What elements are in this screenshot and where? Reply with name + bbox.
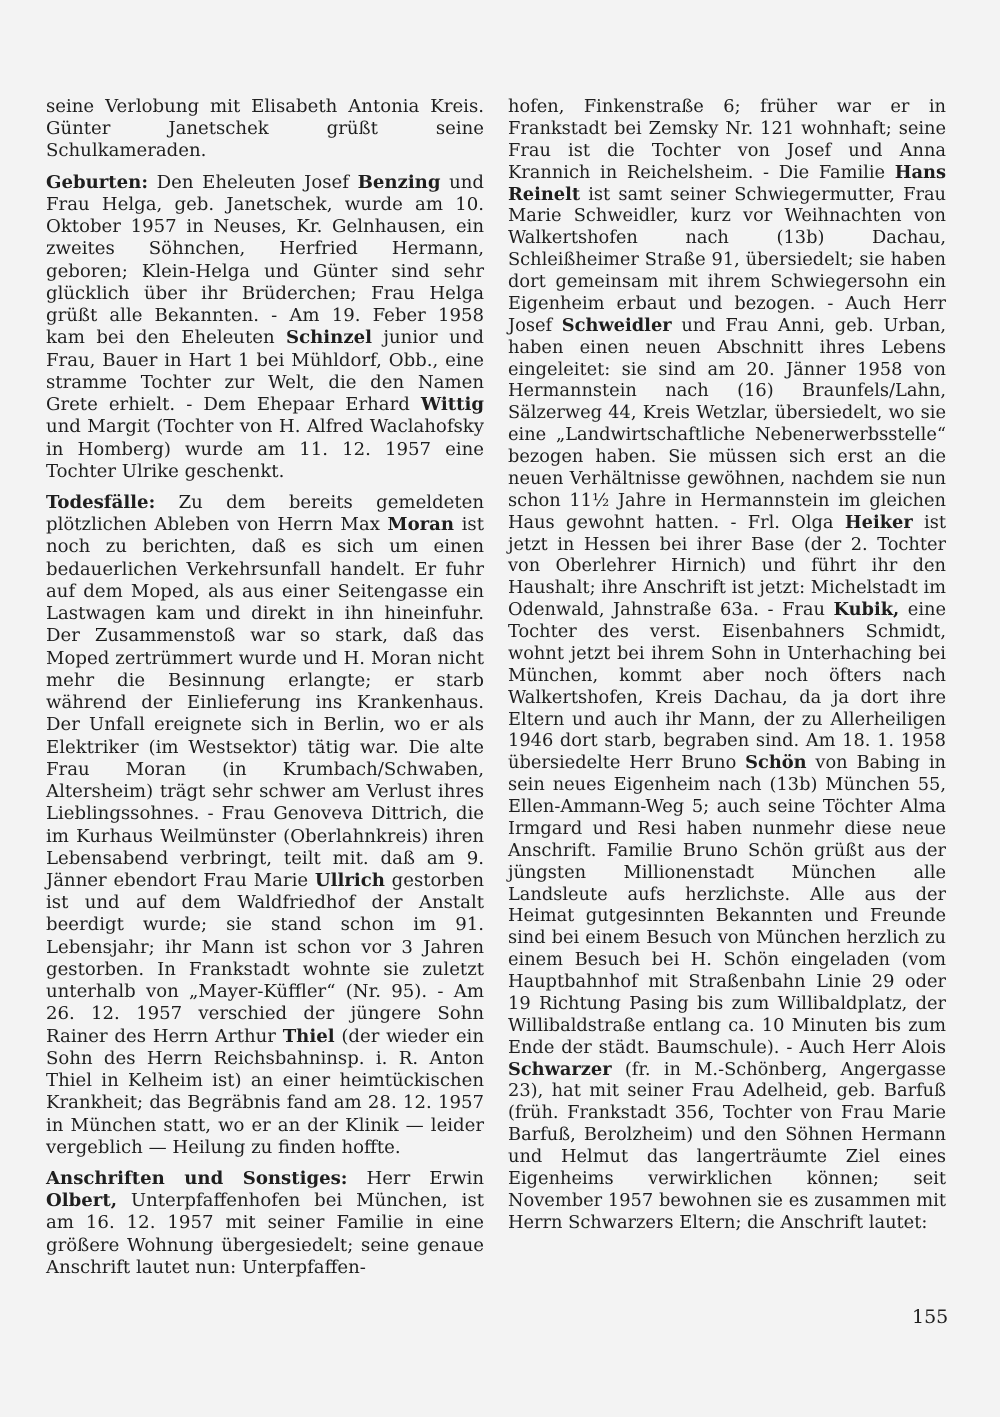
text-run: Zu dem bereits gemeldeten plötzlichen Ableben von Herrn Max: [46, 491, 484, 536]
bold-name: Olbert,: [46, 1190, 117, 1212]
bold-name: Wittig: [420, 394, 484, 416]
text-run: und Margit (Tochter von H. Alfred Waclahofsky in Homberg) wurde am 11. 12. 1957 eine Tochter Ulrike geschenkt.: [46, 416, 484, 482]
text-run: ist samt seiner Schwiegermutter, Frau Marie Schweidler, kurz vor Weihnachten von Walkertshofen nach (13b) Dachau, Schleißheimer Straße 91, übersiedelt; sie haben dort gemeinsam mit ihrem Schwiegersohn ein Eigenheim erbaut und bezogen. - Auch Herr Josef: [508, 183, 946, 336]
bold-name: Schinzel: [286, 327, 372, 349]
text-run: junior und Frau, Bauer in Hart 1 bei Mühldorf, Obb., eine stramme Tochter zur Welt, die den Namen Grete erhielt. - Dem Ehepaar Erhard: [46, 327, 484, 416]
right-column: [508, 96, 946, 1243]
section-heading-addresses: Anschriften und Sonstiges:: [46, 1168, 348, 1190]
text-run: eine Tochter des verst. Eisenbahners Schmidt, wohnt jetzt bei ihrem Sohn in Unterhaching bei München, kommt aber noch öfters nach Walkertshofen, Kreis Dachau, da ja dort ihre Eltern und auch ihr Mann, der zu Allerheiligen 1946 dort starb, begraben sind. Am 18. 1. 1958 übersiedelte Herr Bruno: [508, 599, 946, 774]
text-run: ist jetzt in Hessen bei ihrer Base (der 2. Tochter von Oberlehrer Hirnich) und führt ihr den Haushalt; ihre Anschrift ist jetzt: Michelstadt im Odenwald, Jahnstraße 63a. - Frau: [508, 511, 946, 621]
bold-name: Kubik,: [833, 599, 900, 621]
left-column: [46, 96, 484, 1288]
text-run: Unterpfaffenhofen bei München, ist am 16. 12. 1957 mit seiner Familie in eine größere Wohnung übergesiedelt; seine genaue Anschrift lautet nun: Unterpfaffen-: [46, 1190, 484, 1278]
text-run: (der wieder ein Sohn des Herrn Reichsbahninsp. i. R. Anton Thiel in Kelheim ist) an einer heimtückischen Krankheit; das Begräbnis fand am 28. 12. 1957 in München statt, wo er an der Klinik — leider vergeblich — Heilung zu finden hoffte.: [46, 1025, 484, 1158]
text-run: ist noch zu berichten, daß es sich um einen bedauerlichen Verkehrsunfall handelt. Er fuhr auf dem Moped, als aus einer Seitengasse ein Lastwagen kam und direkt in ihn hineinfuhr. Der Zusammenstoß war so stark, daß das Moped zertrümmert wurde und H. Moran nicht mehr die Besinnung erlangte; er starb während der Einlieferung ins Krankenhaus. Der Unfall ereignete sich in Berlin, wo er als Elektriker (im Westsektor) tätig war. Die alte Frau Moran (in Krumbach/Schwaben, Altersheim) trägt sehr schwer am Verlust ihres Lieblingssohnes. - Frau Genoveva Dittrich, die im Kurhaus Weilmünster (Oberlahnkreis) ihren Lebensabend verbringt, teilt mit. daß am 9. Jänner ebendort Frau Marie: [46, 514, 484, 891]
text-run: (fr. in M.-Schönberg, Angergasse 23), hat mit seiner Frau Adelheid, geb. Barfuß (früh. Frankstadt 356, Tochter von Frau Marie Barfuß, Berolzheim) und den Söhnen Hermann und Helmut das langerträumte Ziel eines Eigenheims verwirklichen können; seit November 1957 bewohnen sie es zusammen mit Herrn Schwarzers Eltern; die Anschrift lautet:: [508, 1058, 946, 1233]
text-run: und Frau Helga, geb. Janetschek, wurde am 10. Oktober 1957 in Neuses, Kr. Gelnhausen, ein zweites Söhnchen, Herfried Hermann, geboren; Klein-Helga und Günter sind sehr glücklich über ihr Brüderchen; Frau Helga grüßt alle Bekannten. - Am 19. Feber 1958 kam bei den Eheleuten: [46, 171, 485, 349]
text-run: seine Verlobung mit Elisabeth Antonia Kreis. Günter Janetschek grüßt seine Schulkameraden.: [46, 96, 484, 162]
text-run: hofen, Finkenstraße 6; früher war er in Frankstadt bei Zemsky Nr. 121 wohnhaft; seine Frau ist die Tochter von Josef und Anna Krannich in Reichelsheim. - Die Familie: [508, 96, 946, 183]
text-run: Herr Erwin: [347, 1168, 484, 1190]
bold-name: Schwarzer: [508, 1058, 612, 1080]
bold-name: Moran: [387, 514, 455, 536]
paragraph-deaths: [46, 492, 484, 1159]
bold-name: Thiel: [282, 1025, 335, 1047]
page-number: 155: [912, 1306, 949, 1328]
paragraph-engagement: [46, 96, 484, 163]
bold-name: Schön: [745, 752, 807, 774]
section-heading-deaths: Todesfälle:: [46, 491, 156, 513]
bold-name: Hans Reinelt: [508, 161, 946, 205]
bold-name: Benzing: [357, 171, 441, 193]
bold-name: Heiker: [844, 511, 913, 533]
text-run: Den Eheleuten Josef: [148, 171, 358, 193]
paragraph-addresses: [46, 1168, 484, 1279]
text-run: gestorben ist und auf dem Waldfriedhof der Anstalt beerdigt wurde; sie stand schon im 91. Lebensjahr; ihr Mann ist schon vor 3 Jahren gestorben. In Frankstadt wohnte sie zuletzt unterhalb von „Mayer-Küffler“ (Nr. 95). - Am 26. 12. 1957 verschied der jüngere Sohn Rainer des Herrn Arthur: [46, 869, 484, 1047]
bold-name: Ullrich: [314, 869, 385, 891]
text-run: und Frau Anni, geb. Urban, haben einen neuen Abschnitt ihres Lebens eingeleitet: sie sind am 20. Jänner 1958 von Hermannstein nach (16) Braunfels/Lahn, Sälzerweg 44, Kreis Wetzlar, übersiedelt, wo sie eine „Landwirtschaftliche Nebenerwerbsstelle“ bezogen haben. Sie müssen sich erst an die neuen Verhältnisse gewöhnen, nachdem sie nun schon 11½ Jahre in Hermannstein im gleichen Haus gewohnt hatten. - Frl. Olga: [508, 314, 946, 533]
paragraph-births: [46, 172, 484, 483]
paragraph-addresses-continued: [508, 96, 946, 1234]
bold-name: Schweidler: [561, 314, 672, 336]
section-heading-births: Geburten:: [46, 171, 149, 193]
text-run: von Babing in sein neues Eigenheim nach (13b) München 55, Ellen-Ammann-Weg 5; auch seine Töchter Alma Irmgard und Resi haben nunmehr diese neue Anschrift. Familie Bruno Schön grüßt aus der jüngsten Millionenstadt München alle Landsleute aufs herzlichste. Alle aus der Heimat gutgesinnten Bekannten und Freunde sind bei einem Besuch von München herzlich zu einem Besuch bei H. Schön eingeladen (vom Hauptbahnhof mit Straßenbahn Linie 29 oder 19 Richtung Pasing bis zum Willibaldplatz, der Willibaldstraße entlang ca. 10 Minuten bis zum Ende der städt. Baumschule). - Auch Herr Alois: [508, 752, 946, 1058]
